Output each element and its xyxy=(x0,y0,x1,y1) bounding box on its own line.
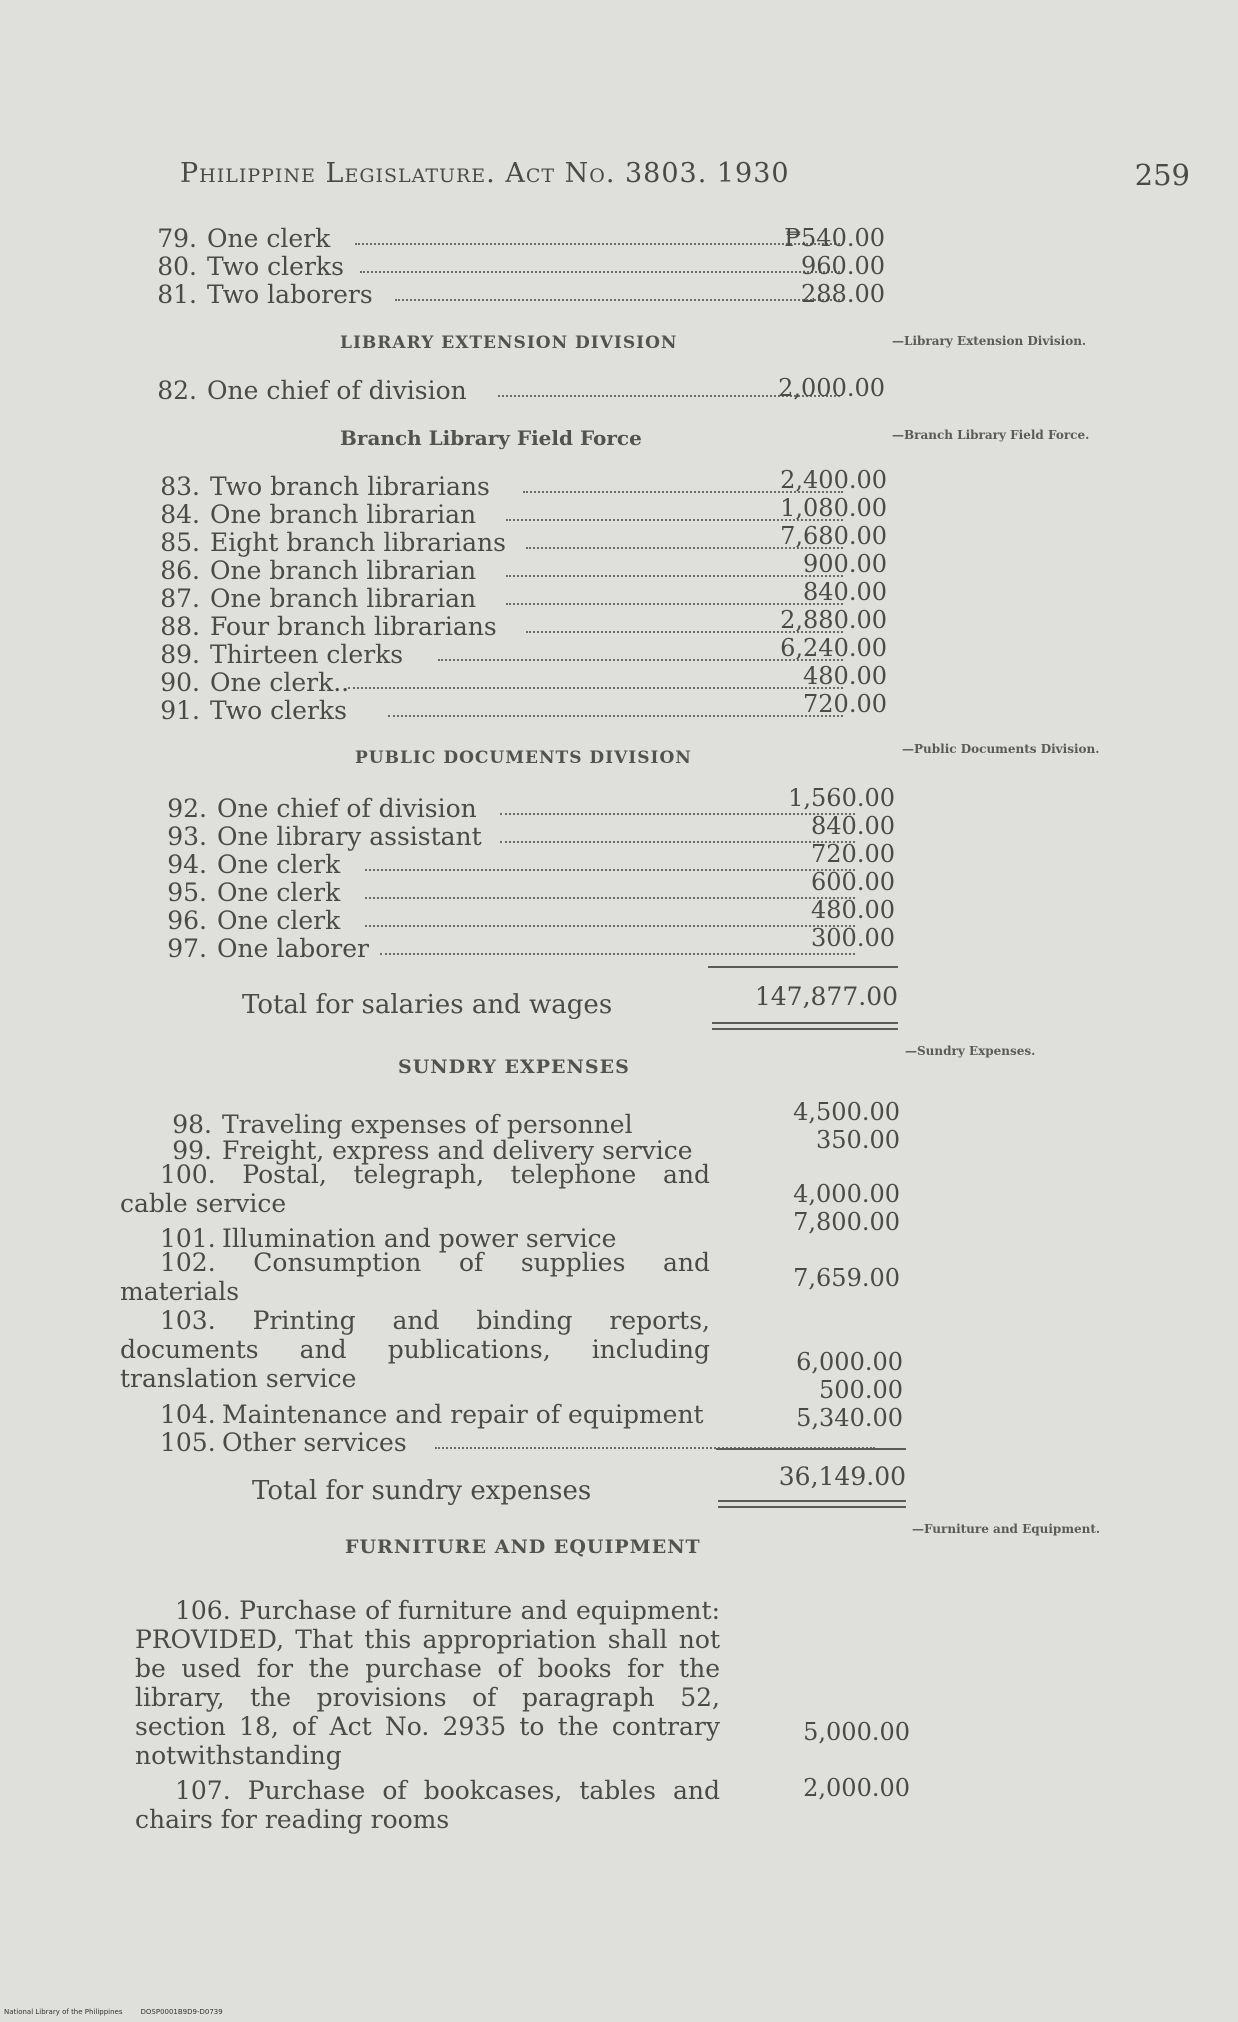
sundry-total-row xyxy=(252,1476,591,1506)
double-rule xyxy=(712,1022,898,1024)
item-row: 105. Other services xyxy=(160,1428,407,1458)
item-amount: 840.00 xyxy=(803,578,887,606)
section-heading-furniture: FURNITURE AND EQUIPMENT xyxy=(345,1536,701,1558)
margin-note-furniture: —Furniture and Equipment. xyxy=(912,1522,1101,1536)
total-label: Total for salaries and wages xyxy=(242,990,613,1020)
item-row: 82. One chief of division xyxy=(145,376,467,406)
item-amount: 900.00 xyxy=(803,550,887,578)
item-amount: 7,680.00 xyxy=(780,522,887,550)
item-label: Two clerks xyxy=(207,252,344,281)
total-label: Total for sundry expenses xyxy=(252,1476,592,1506)
item-amount: 6,000.00 xyxy=(796,1348,903,1376)
item-amount: 2,880.00 xyxy=(780,606,887,634)
item-amount: 2,400.00 xyxy=(780,466,887,494)
item-paragraph: 107. Purchase of bookcases, tables and chairs for reading rooms xyxy=(135,1776,720,1834)
item-row: 97. One laborer xyxy=(155,934,369,964)
item-row: 79. One clerk xyxy=(145,224,330,254)
item-row: 90. One clerk.. xyxy=(148,668,349,698)
item-row: 104. Maintenance and repair of equipment xyxy=(160,1400,704,1429)
item-amount: 720.00 xyxy=(803,690,887,718)
section-heading-library-extension: LIBRARY EXTENSION DIVISION xyxy=(340,333,678,353)
item-amount: ₱540.00 xyxy=(784,224,885,252)
item-amount: 7,659.00 xyxy=(793,1264,900,1292)
item-amount: 2,000.00 xyxy=(803,1774,910,1802)
margin-note-branch-library: —Branch Library Field Force. xyxy=(892,428,1090,442)
item-paragraph: 100. Postal, telegraph, telephone and cable service xyxy=(120,1160,710,1218)
item-amount: 6,240.00 xyxy=(780,634,887,662)
item-amount: 4,500.00 xyxy=(793,1098,900,1126)
section-heading-sundry: SUNDRY EXPENSES xyxy=(398,1056,630,1078)
item-amount: 720.00 xyxy=(811,840,895,868)
item-amount: 300.00 xyxy=(811,924,895,952)
item-paragraph: 106. Purchase of furniture and equipment: PROVIDED, That this appropriation shall not be used for the purchase of books for the library, the provisions of paragraph 52, section 18, of Act No. 2935 to the contrary notwithstanding xyxy=(135,1596,720,1770)
item-amount: 500.00 xyxy=(819,1376,903,1404)
item-label: Two laborers xyxy=(207,280,373,309)
item-row: 99. Freight, express and delivery service xyxy=(172,1136,693,1165)
item-amount: 960.00 xyxy=(801,252,885,280)
item-amount: 600.00 xyxy=(811,868,895,896)
item-amount: 288.00 xyxy=(801,280,885,308)
item-row: 89. Thirteen clerks xyxy=(148,640,403,670)
salaries-total-amount: 147,877.00 xyxy=(754,982,898,1011)
item-amount: 4,000.00 xyxy=(793,1180,900,1208)
item-row: 96. One clerk xyxy=(155,906,340,936)
page-number: 259 xyxy=(1134,158,1190,192)
item-amount: 480.00 xyxy=(803,662,887,690)
item-amount: 5,000.00 xyxy=(803,1718,910,1746)
item-row: 85. Eight branch librarians xyxy=(148,528,506,558)
salaries-total-row xyxy=(242,990,612,1020)
item-amount: 2,000.00 xyxy=(778,374,885,402)
item-row: 93. One library assistant xyxy=(155,822,482,852)
item-row: 91. Two clerks xyxy=(148,696,347,726)
item-paragraph: 102. Consumption of supplies and materials xyxy=(120,1248,710,1306)
double-rule xyxy=(718,1500,906,1502)
item-row: 98. Traveling expenses of personnel xyxy=(172,1110,633,1139)
item-paragraph: 103. Printing and binding reports, documents and publications, including translation service xyxy=(120,1306,710,1393)
item-row: 86. One branch librarian xyxy=(148,556,476,586)
margin-note-sundry: —Sundry Expenses. xyxy=(905,1044,1036,1058)
item-amount: 7,800.00 xyxy=(793,1208,900,1236)
item-amount: 480.00 xyxy=(811,896,895,924)
item-row: 80. Two clerks xyxy=(145,252,344,282)
item-row: 92. One chief of division xyxy=(155,794,477,824)
margin-note-library-extension: —Library Extension Division. xyxy=(892,334,1087,348)
sum-rule xyxy=(708,966,898,968)
page-header xyxy=(180,158,1190,198)
item-label: One chief of division xyxy=(207,376,467,405)
item-amount: 1,560.00 xyxy=(788,784,895,812)
item-row: 84. One branch librarian xyxy=(148,500,476,530)
sum-rule xyxy=(716,1448,906,1450)
item-amount: 350.00 xyxy=(816,1126,900,1154)
item-row: 81. Two laborers xyxy=(145,280,373,310)
item-amount: 1,080.00 xyxy=(780,494,887,522)
item-row: 101. Illumination and power service xyxy=(160,1224,617,1253)
item-row: 95. One clerk xyxy=(155,878,340,908)
sundry-total-amount: 36,149.00 xyxy=(778,1462,906,1491)
item-row: 94. One clerk xyxy=(155,850,340,880)
item-row: 83. Two branch librarians xyxy=(148,472,490,502)
section-heading-public-documents: PUBLIC DOCUMENTS DIVISION xyxy=(355,748,692,768)
item-label: One clerk xyxy=(207,224,331,253)
leader-dots xyxy=(380,953,855,955)
item-row: 88. Four branch librarians xyxy=(148,612,497,642)
item-amount: 5,340.00 xyxy=(796,1404,903,1432)
scan-footer: National Library of the Philippines DOSP0001B9D9-D0739 xyxy=(4,2008,223,2016)
item-row: 87. One branch librarian xyxy=(148,584,476,614)
item-amount: 840.00 xyxy=(811,812,895,840)
subsection-heading-branch-library: Branch Library Field Force xyxy=(340,426,642,450)
running-title: Philippine Legislature. Act No. 3803. 1930 xyxy=(180,158,790,189)
margin-note-public-documents: —Public Documents Division. xyxy=(902,742,1100,756)
